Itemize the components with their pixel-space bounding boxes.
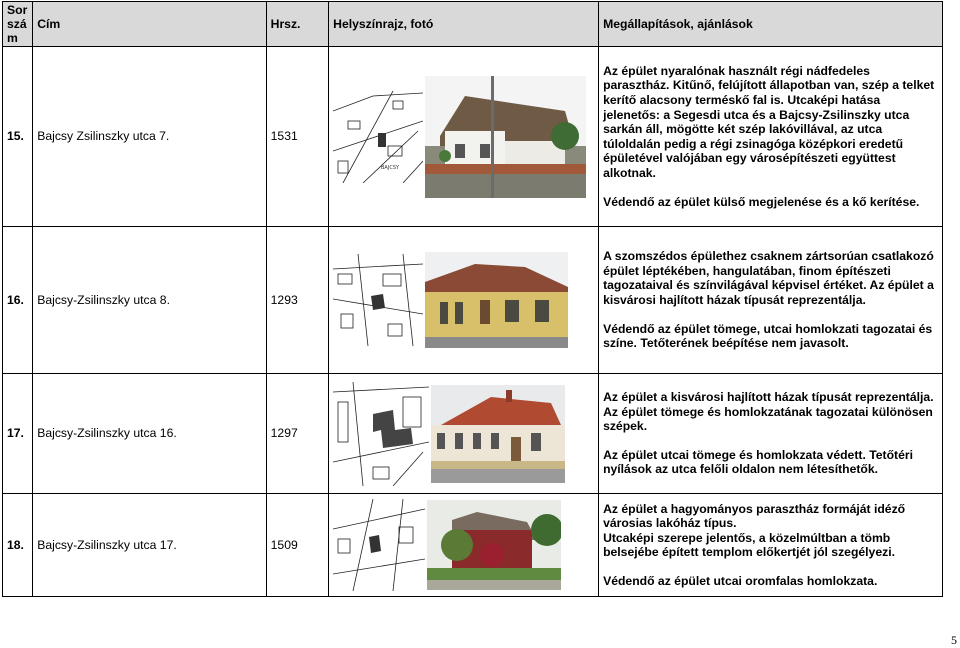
- row-hrsz: 1509: [266, 494, 329, 597]
- inventory-table: [2, 1, 943, 597]
- house-photo: [427, 500, 561, 590]
- row-pictures: [329, 47, 599, 227]
- row-notes: [599, 494, 943, 597]
- header-pic: Helyszínrajz, fotó: [329, 2, 599, 47]
- row-pictures: [329, 494, 599, 597]
- protection-text: Védendő az épület külső megjelenése és a kő kerítése.: [603, 194, 920, 209]
- row-hrsz: 1293: [266, 227, 329, 374]
- row-number: 18.: [3, 494, 33, 597]
- row-number: 17.: [3, 374, 33, 494]
- assessment-text-2: Utcaképi szerepe jelentős, a közelmúltban a tömb belsejébe épített templom előkertjét jól szegélyezi.: [603, 530, 895, 560]
- row-address: Bajcsy-Zsilinszky utca 16.: [33, 374, 266, 494]
- site-plan-map: [333, 91, 423, 183]
- row-pictures: [329, 374, 599, 494]
- row-number: 15.: [3, 47, 33, 227]
- protection-text: Az épület utcai tömege és homlokzata védett. Tetőtéri nyílások az utca felőli oldalon nem létesíthetők.: [603, 447, 914, 477]
- row-notes: [599, 374, 943, 494]
- row-notes: [599, 227, 943, 374]
- row-hrsz: 1531: [266, 47, 329, 227]
- site-plan-map: [333, 254, 423, 346]
- header-cim: Cím: [33, 2, 266, 47]
- header-hrsz: Hrsz.: [266, 2, 329, 47]
- header-row: [3, 2, 943, 47]
- table-row: [3, 227, 943, 374]
- header-no: Sor szá m: [3, 2, 33, 47]
- house-photo: [425, 252, 568, 348]
- page-number: 5: [951, 633, 957, 647]
- row-address: Bajcsy Zsilinszky utca 7.: [33, 47, 266, 227]
- protection-text: Védendő az épület utcai oromfalas homlokzata.: [603, 573, 878, 588]
- row-pictures: [329, 227, 599, 374]
- house-photo: [425, 76, 586, 198]
- site-plan-map: [333, 382, 429, 486]
- protection-text: Védendő az épület tömege, utcai homlokzati tagozatai és színe. Tetőterének beépítése nem javasolt.: [603, 321, 933, 351]
- row-notes: [599, 47, 943, 227]
- assessment-text: Az épület a hagyományos parasztház formáját idéző városias lakóház típus.: [603, 501, 906, 531]
- svg-text:BAJCSY: BAJCSY: [381, 164, 400, 171]
- table-row: [3, 494, 943, 597]
- table-row: [3, 47, 943, 227]
- assessment-text: Az épület a kisvárosi hajlított házak típusát reprezentálja. Az épület tömege és homlokzatának tagozatai különösen szépek.: [603, 390, 934, 434]
- table-row: [3, 374, 943, 494]
- row-address: Bajcsy-Zsilinszky utca 17.: [33, 494, 266, 597]
- header-notes: Megállapítások, ajánlások: [599, 2, 943, 47]
- row-address: Bajcsy-Zsilinszky utca 8.: [33, 227, 266, 374]
- assessment-text: Az épület nyaralónak használt régi nádfedeles parasztház. Kitűnő, felújított állapotban van, szép a telket kerítő alacsony terméskő fal is. Utcaképi hatása jelenetős: a Segesdi utca és a Bajcsy-Zsilinszky utca sarkán áll, mögötte két szép lakóvillával, az utca túloldalán pedig a régi zsinagóga középkori eredetű épületével valójában egy városépítészeti együttest alkotnak.: [603, 63, 935, 180]
- assessment-text: A szomszédos épülethez csaknem zártsorúan csatlakozó épület léptékében, hangulatában, finom építészeti tagozataival és színvilágával képvisel értéket. Az épület a kisvárosi hajlított házak típusát reprezentálja.: [603, 249, 934, 307]
- row-number: 16.: [3, 227, 33, 374]
- house-photo: [431, 385, 565, 483]
- site-plan-map: [333, 499, 425, 591]
- row-hrsz: 1297: [266, 374, 329, 494]
